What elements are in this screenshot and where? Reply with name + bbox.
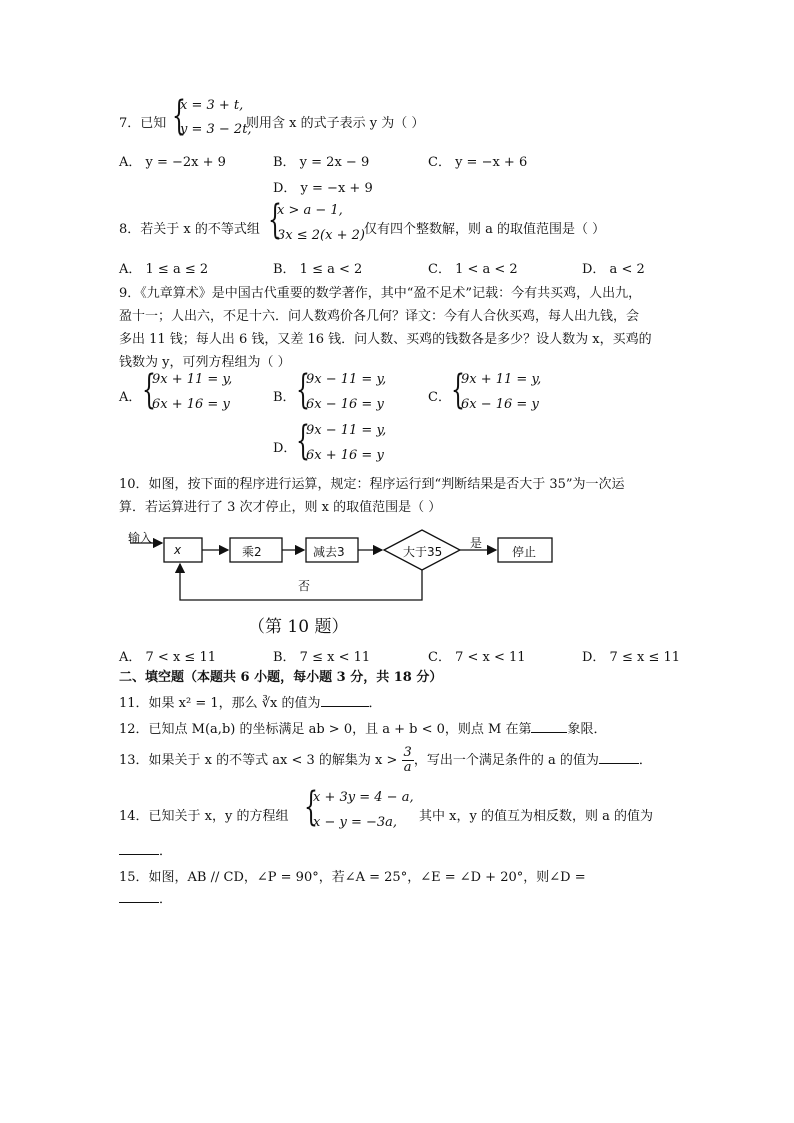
q14-blank[interactable] xyxy=(119,842,159,855)
q8-option-a: A． 1 ≤ a ≤ 2 xyxy=(119,262,209,277)
q12-end: 象限． xyxy=(567,722,607,737)
q15-stem: 15．如图，AB // CD，∠P = 90°，若∠A = 25°，∠E = ∠D + 20°，则∠D = xyxy=(119,870,586,885)
q15-answer-line xyxy=(119,888,172,907)
q15-blank[interactable] xyxy=(119,890,159,903)
q9-option-c-label: C． xyxy=(428,390,451,405)
q9-option-b-eq2: 6x − 16 = y xyxy=(306,397,384,412)
flow-label-stop: 停止 xyxy=(512,545,537,559)
q8-sys1: x > a − 1, xyxy=(277,203,343,218)
q14-answer-line xyxy=(119,840,172,859)
q9-option-c-brace: { xyxy=(451,367,465,413)
q12-blank[interactable] xyxy=(531,720,567,733)
q10-option-b: B． 7 ≤ x < 11 xyxy=(273,650,371,665)
q8-option-d: D． a < 2 xyxy=(582,262,645,277)
q7-sys1: x = 3 + t, xyxy=(180,98,244,113)
q11-blank[interactable] xyxy=(321,694,369,707)
q9-option-d-brace: { xyxy=(296,418,310,464)
q14-sys1: x + 3y = 4 − a, xyxy=(313,790,414,805)
q7-option-b: B． y = 2x − 9 xyxy=(273,155,370,170)
q14-stem: 14．已知关于 x，y 的方程组 xyxy=(119,809,289,824)
q11-end: ． xyxy=(368,696,382,711)
q14-sys2: x − y = −3a, xyxy=(313,815,398,830)
q13-text xyxy=(119,746,652,775)
q10-figure-caption: （第 10 题） xyxy=(248,617,349,637)
flow-label-mul: 乘2 xyxy=(242,545,262,559)
q8-brace: { xyxy=(268,197,282,243)
flow-label-yes: 是 xyxy=(470,536,483,550)
q9-option-a-label: A． xyxy=(119,390,142,405)
q7-option-c: C． y = −x + 6 xyxy=(428,155,528,170)
q10-flowchart xyxy=(120,526,560,606)
q9-option-b-brace: { xyxy=(296,367,310,413)
q13-fraction xyxy=(402,746,414,775)
q10-option-c: C． 7 < x < 11 xyxy=(428,650,526,665)
q14-brace: { xyxy=(304,784,318,830)
q13-stem: 13．如果关于 x 的不等式 ax < 3 的解集为 x > xyxy=(119,753,398,768)
q9-line-3: 多出 11 钱；每人出 6 钱，又差 16 钱．问人数、买鸡的钱数各是多少？设人数为 x，买鸡的 xyxy=(119,332,652,347)
q9-line-2: 盈十一；人出六，不足十六．问人数鸡价各几何？译文：今有人合伙买鸡，每人出九钱，会 xyxy=(119,309,640,324)
flow-label-no: 否 xyxy=(298,579,311,593)
q11-text xyxy=(119,692,382,711)
q9-option-a-brace: { xyxy=(142,367,156,413)
q8-suffix: 仅有四个整数解，则 a 的取值范围是（ ） xyxy=(364,222,606,237)
q9-line-1: 9．《九章算术》是中国古代重要的数学著作，其中“盈不足术”记载：今有共买鸡，人出九， xyxy=(119,286,642,301)
flow-box-x xyxy=(164,538,202,562)
q14-end: ． xyxy=(159,844,173,859)
flow-label-cond: 大于35 xyxy=(403,545,443,559)
q9-option-a-eq2: 6x + 16 = y xyxy=(152,397,230,412)
q13-numerator: 3 xyxy=(403,745,412,760)
q7-sys2: y = 3 − 2t, xyxy=(180,122,252,137)
q7-option-d: D． y = −x + 9 xyxy=(273,181,373,196)
q13-denominator: a xyxy=(403,760,412,775)
q8-option-b: B． 1 ≤ a < 2 xyxy=(273,262,363,277)
q7-option-a: A． y = −2x + 9 xyxy=(119,155,226,170)
q9-option-c-eq2: 6x − 16 = y xyxy=(461,397,539,412)
q13-blank[interactable] xyxy=(599,751,639,764)
flow-label-sub: 减去3 xyxy=(313,545,345,559)
q14-mid: 其中 x，y 的值互为相反数，则 a 的值为 xyxy=(419,809,653,824)
q9-option-a-eq1: 9x + 11 = y, xyxy=(152,372,233,387)
q12-text xyxy=(119,718,606,737)
q9-option-b-eq1: 9x − 11 = y, xyxy=(306,372,387,387)
q7-brace: { xyxy=(172,93,186,139)
q7-prefix: 7．已知 xyxy=(119,116,167,131)
q10-line-1: 10．如图，按下面的程序进行运算，规定：程序运行到“判断结果是否大于 35”为一次运 xyxy=(119,477,625,492)
q13-mid: ，写出一个满足条件的 a 的值为 xyxy=(413,753,599,768)
q12-stem: 12．已知点 M(a,b) 的坐标满足 ab > 0，且 a + b < 0，则点 M 在第 xyxy=(119,722,532,737)
q9-option-b-label: B． xyxy=(273,390,296,405)
q8-prefix: 8．若关于 x 的不等式组 xyxy=(119,222,260,237)
q10-option-d: D． 7 ≤ x ≤ 11 xyxy=(582,650,681,665)
flow-label-input: 输入 xyxy=(128,531,153,545)
q8-option-c: C． 1 < a < 2 xyxy=(428,262,518,277)
q9-option-d-label: D． xyxy=(273,441,297,456)
q13-end: ． xyxy=(638,753,652,768)
flow-label-x: x xyxy=(174,543,182,557)
q9-line-4: 钱数为 y，可列方程组为（ ） xyxy=(119,355,291,370)
q10-option-a: A． 7 < x ≤ 11 xyxy=(119,650,216,665)
q8-sys2: 3x ≤ 2(x + 2) xyxy=(277,228,365,243)
q9-option-d-eq1: 9x − 11 = y, xyxy=(306,423,387,438)
q9-option-c-eq1: 9x + 11 = y, xyxy=(461,372,542,387)
section-2-heading: 二、填空题（本题共 6 小题，每小题 3 分，共 18 分） xyxy=(119,670,443,685)
q9-option-d-eq2: 6x + 16 = y xyxy=(306,448,384,463)
q11-stem: 11．如果 x² = 1，那么 ∛x 的值为 xyxy=(119,696,321,711)
q7-suffix: 则用含 x 的式子表示 y 为（ ） xyxy=(246,116,425,131)
q15-end: ． xyxy=(159,892,173,907)
q10-line-2: 算．若运算进行了 3 次才停止，则 x 的取值范围是（ ） xyxy=(119,500,442,515)
